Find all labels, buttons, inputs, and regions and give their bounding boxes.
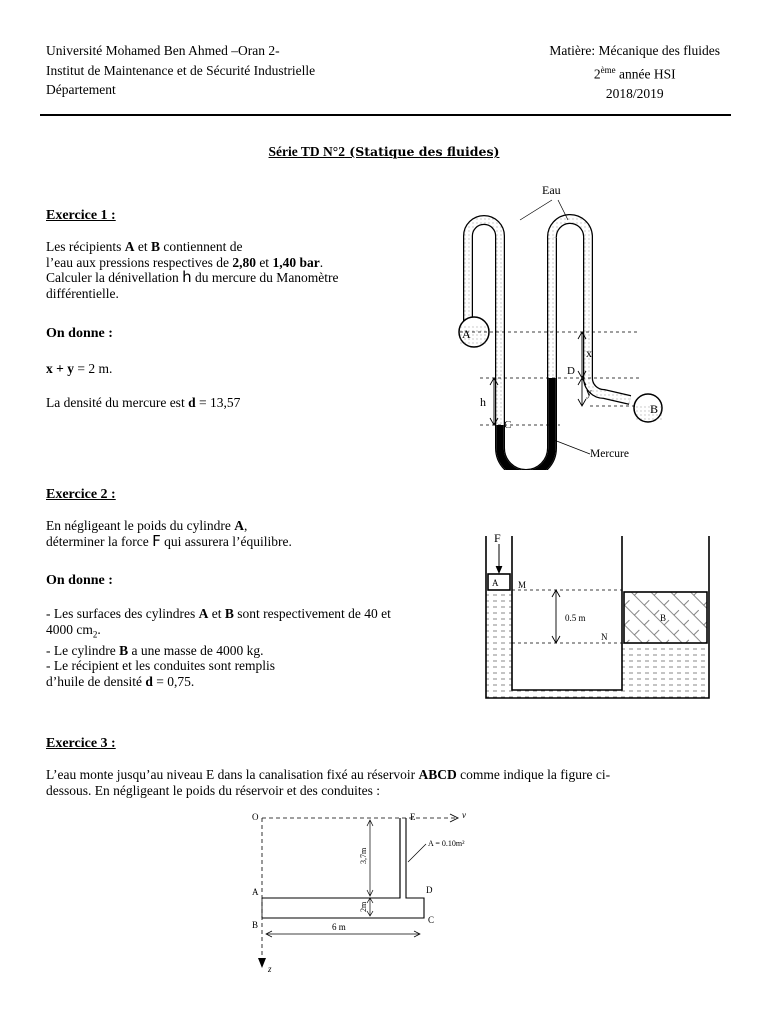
label-b: B (252, 920, 259, 930)
header-university: Université Mohamed Ben Ahmed –Oran 2- (46, 43, 280, 58)
header-institution (46, 41, 315, 100)
ex3-title: Exercice 3 : (46, 736, 116, 751)
label-n: N (601, 632, 608, 642)
label-mercure: Mercure (590, 448, 629, 460)
label-o: O (252, 812, 259, 822)
ex1-title: Exercice 1 : (46, 208, 116, 223)
label-h: h (480, 395, 486, 409)
label-c: C (504, 419, 512, 431)
label-z: z (268, 964, 272, 974)
label-a: A (462, 327, 471, 341)
label-d: D (567, 365, 575, 377)
header-subject: Matière: Mécanique des fluides (549, 43, 720, 58)
label-area: A = 0.10m² (428, 839, 465, 848)
ex2-title: Exercice 2 : (46, 487, 116, 502)
label-b: B (650, 402, 659, 416)
label-cyl-a: A (492, 578, 499, 588)
label-y: y (586, 385, 592, 399)
header-department: Département (46, 82, 116, 97)
ex1-given-sum: x + y = 2 m. (46, 361, 113, 376)
header-divider (40, 114, 731, 116)
reservoir-figure (236, 806, 496, 982)
manometer-figure (440, 178, 680, 470)
label-m: M (518, 580, 527, 590)
label-cyl-b: B (660, 613, 667, 623)
label-c: C (428, 915, 435, 925)
header-course (549, 41, 720, 103)
label-height-1: 3,7m (359, 847, 368, 864)
ex2-given-list: - Les surfaces des cylindres A et B sont respectivement de 40 et 4000 $cm_2$. - Le cylindre B a une masse de 4000 kg. - Le récipient et les conduites sont remplis d’huile de densité d = 0,75. (46, 606, 391, 689)
header-year-level: 2ème année HSI (593, 64, 676, 81)
ex2-given-label: On donne : (46, 573, 113, 588)
series-title: Série TD N°2 (Statique des fluides) (268, 144, 500, 159)
ex1-statement: Les récipients A et B contiennent de l’eau aux pressions respectives de 2,80 et 1,40 bar. Calculer la dénivellation h du mercure du Manomètre différentielle. (46, 239, 339, 301)
label-height-2: 2m (359, 901, 368, 912)
label-x: x (586, 346, 592, 360)
header-institute: Institut de Maintenance et de Sécurité Industrielle (46, 62, 316, 78)
label-v: v (462, 810, 466, 820)
label-width: 6 m (332, 922, 346, 932)
label-dist: 0.5 m (565, 613, 586, 623)
label-a: A (252, 887, 259, 897)
ex1-given-label: On donne : (46, 326, 113, 341)
central-u-tube (500, 238, 552, 470)
ex1-given-density: La densité du mercure est d = 13,57 (46, 395, 241, 410)
label-eau: Eau (542, 183, 561, 197)
ex3-statement: L’eau monte jusqu’au niveau E dans la canalisation fixé au réservoir ABCD comme indique la figure ci- dessous. En négligeant le poids du réservoir et des conduites : (46, 767, 611, 798)
header-academic-year: 2018/2019 (605, 85, 664, 101)
label-e: E (410, 812, 416, 822)
label-d: D (426, 885, 433, 895)
hydraulic-press-figure (476, 526, 724, 708)
ex2-statement: En négligeant le poids du cylindre A, déterminer la force F qui assurera l’équilibre. (46, 518, 292, 550)
label-force: F (494, 531, 501, 545)
